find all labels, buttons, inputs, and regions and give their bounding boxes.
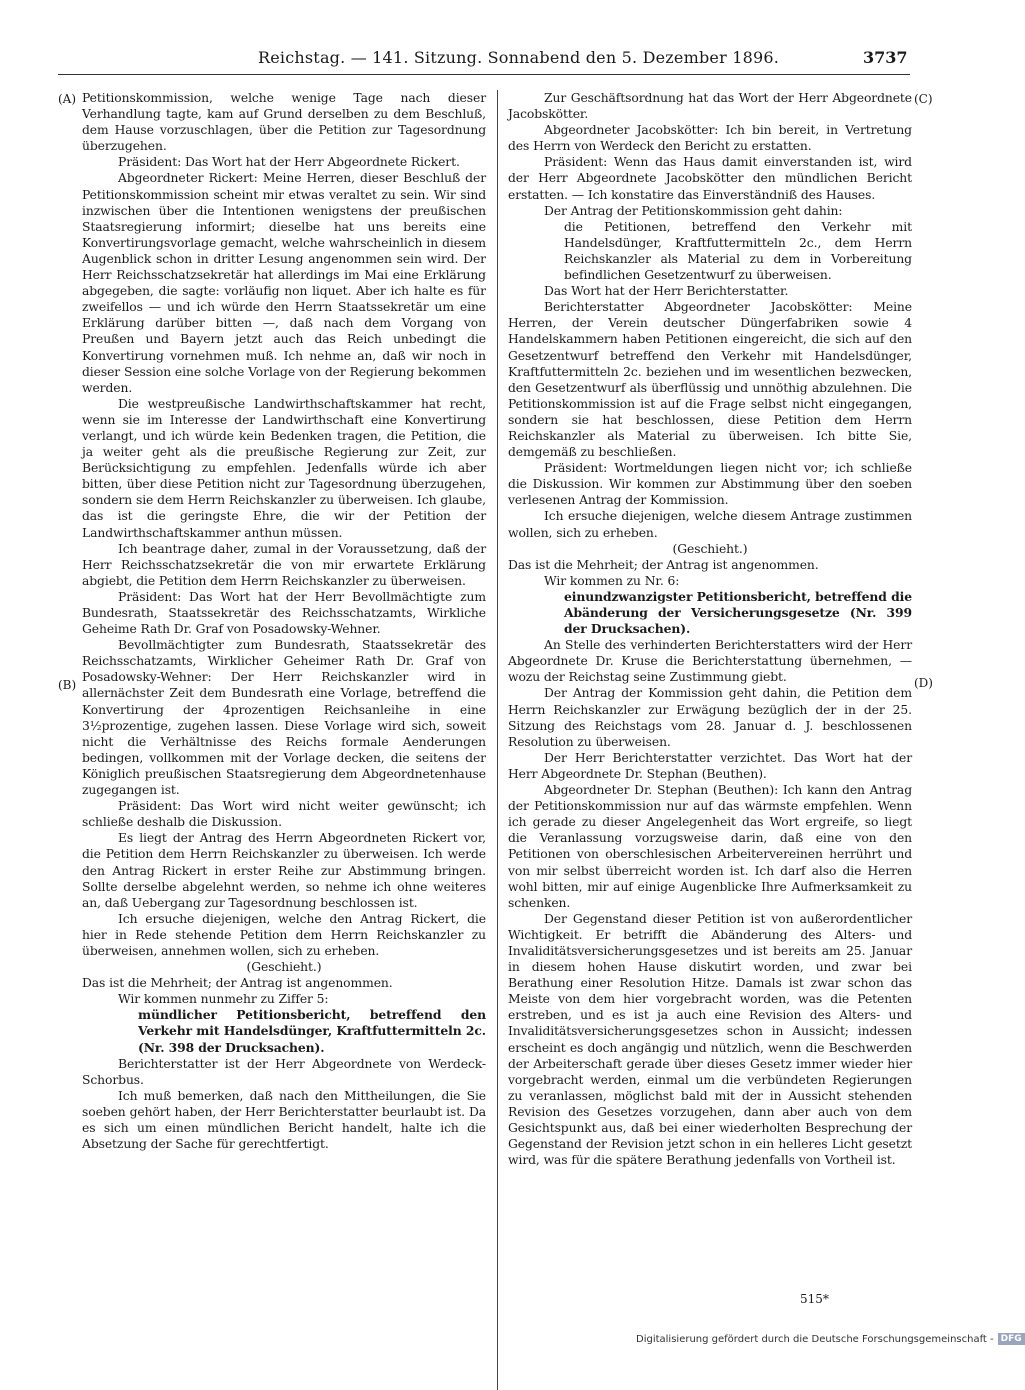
stage-direction: (Geschieht.): [246, 960, 322, 975]
paragraph: Berichterstatter ist der Herr Abgeordnete von Werdeck-Schorbus.: [82, 1056, 486, 1087]
dfg-logo: DFG: [998, 1333, 1025, 1345]
paragraph: Das ist die Mehrheit; der Antrag ist angenommen.: [508, 557, 819, 572]
paragraph: Ich ersuche diejenigen, welche den Antrag Rickert, die hier in Rede stehende Petition dem Herrn Reichskanzler zu überweisen, annehmen wollen, sich zu erheben.: [82, 911, 486, 958]
paragraph: Ich ersuche diejenigen, welche diesem Antrage zustimmen wollen, sich zu erheben.: [508, 509, 912, 540]
paragraph: Der Herr Berichterstatter verzichtet. Das Wort hat der Herr Abgeordnete Dr. Stephan (Beuthen).: [508, 750, 912, 781]
paragraph: Es liegt der Antrag des Herrn Abgeordneten Rickert vor, die Petition dem Herrn Reichskanzler zu überweisen. Ich werde den Antrag Rickert in erster Reihe zur Abstimmung bringen. Sollte derselbe abgelehnt werden, so nehme ich ohne weiteres an, daß Uebergang zur Tagesordnung beschlossen ist.: [82, 831, 486, 910]
margin-mark-d: (D): [914, 676, 933, 690]
paragraph: Bevollmächtigter zum Bundesrath, Staatssekretär des Reichsschatzamts, Wirklicher Geheimer Rath Dr. Graf von Posadowsky-Wehner: Der Herr Reichskanzler wird in allernächster Zeit dem Bundesrath eine Vorlage, betreffend die Konvertirung der 4prozentigen Reichsanleihe in eine 3½prozentige, zugehen lassen. Diese Vorlage wird sich, soweit nicht die Verhältnisse des Reichs formale Aenderungen bedingen, vollkommen mit der Vorlage decken, die seitens der Königlich preußischen Staatsregierung dem Abgeordnetenhause zugegangen ist.: [82, 638, 486, 798]
paragraph: Präsident: Das Wort hat der Herr Bevollmächtigte zum Bundesrath, Staatssekretär des Reichsschatzamts, Wirkliche Geheime Rath Dr. Graf von Posadowsky-Wehner.: [82, 589, 486, 637]
paragraph: Wir kommen zu Nr. 6:: [544, 573, 680, 588]
paragraph: Abgeordneter Jacobskötter: Ich bin bereit, in Vertretung des Herrn von Werdeck den Bericht zu erstatten.: [508, 123, 912, 154]
paragraph: Abgeordneter Rickert: Meine Herren, dieser Beschluß der Petitionskommission scheint mir etwas veraltet zu sein. Wir sind inzwischen über die Intentionen wenigstens der preußischen Staatsregierung informirt; dieselbe hat uns bereits eine Konvertirungsvorlage gemacht, welche wahrscheinlich in diesem Augenblick schon in dritter Lesung angenommen sein wird. Der Herr Reichsschatzsekretär hat allerdings im Mai eine Erklärung abgegeben, die sagte: vorläufig non liquet. Aber ich halte es für zweifellos — und ich würde den Herrn Staatssekretär um eine Erklärung darüber bitten —, daß nach dem Vorgang von Preußen und Bayern jetzt auch das Reich unbedingt die Konvertirung vornehmen muß. Ich nehme an, daß wir noch in dieser Session eine solche Vorlage von der Regierung bekommen werden.: [82, 171, 486, 395]
paragraph: Abgeordneter Dr. Stephan (Beuthen): Ich kann den Antrag der Petitionskommission nur auf das wärmste empfehlen. Wenn ich gerade zu dieser Angelegenheit das Wort ergreife, so liegt die Veranlassung vorzugsweise darin, daß eine von den Petitionen von oberschlesischen Arbeitervereinen herrührt und von mir selbst überreicht worden ist. Ich darf also die Herren wohl bitten, mir auf einige Augenblicke Ihre Aufmerksamkeit zu schenken.: [508, 783, 912, 910]
agenda-item: einundzwanzigster Petitionsbericht, betreffend die Abänderung der Versicherungsgesetze (Nr. 399 der Drucksachen).: [564, 588, 912, 637]
signature-mark: 515*: [800, 1292, 829, 1306]
paragraph: Präsident: Wortmeldungen liegen nicht vor; ich schließe die Diskussion. Wir kommen zur Abstimmung über den soeben verlesenen Antrag der Kommission.: [508, 461, 912, 508]
paragraph: Berichterstatter Abgeordneter Jacobskötter: Meine Herren, der Verein deutscher Düngerfabriken sowie 4 Handelskammern haben Petitionen eingereicht, die sich auf den Gesetzentwurf betreffend den Verkehr mit Handelsdünger, Kraftfuttermitteln 2c. beziehen und im wesentlichen bezwecken, den Gesetzentwurf als überflüssig und unnöthig abzulehnen. Die Petitionskommission ist auf die Frage selbst nicht eingegangen, sondern sie hat beschlossen, diese Petition dem Herrn Reichskanzler als Material zu überweisen. Ich bitte Sie, demgemäß zu beschließen.: [508, 300, 912, 460]
margin-mark-b: (B): [58, 678, 77, 692]
paragraph: Zur Geschäftsordnung hat das Wort der Herr Abgeordnete Jacobskötter.: [508, 91, 912, 122]
footer: [636, 1333, 1025, 1345]
paragraph: Der Antrag der Kommission geht dahin, die Petition dem Herrn Reichskanzler zur Erwägung bezüglich der in der 25. Sitzung des Reichstags vom 28. Januar d. J. beschlossenen Resolution zu überweisen.: [508, 686, 912, 749]
column-divider: [497, 90, 498, 1390]
paragraph: Der Antrag der Petitionskommission geht dahin:: [544, 203, 843, 218]
paragraph: Das Wort hat der Herr Berichterstatter.: [544, 284, 789, 299]
footer-text: Digitalisierung gefördert durch die Deutsche Forschungsgemeinschaft -: [636, 1334, 994, 1345]
paragraph: Präsident: Wenn das Haus damit einverstanden ist, wird der Herr Abgeordnete Jacobskötter den mündlichen Bericht erstatten. — Ich konstatire das Einverständniß des Hauses.: [508, 155, 912, 202]
agenda-item: mündlicher Petitionsbericht, betreffend den Verkehr mit Handelsdünger, Kraftfuttermitteln 2c. (Nr. 398 der Drucksachen).: [138, 1007, 486, 1055]
paragraph: Präsident: Das Wort wird nicht weiter gewünscht; ich schließe deshalb die Diskussion.: [82, 799, 486, 830]
paragraph: Ich muß bemerken, daß nach den Mittheilungen, die Sie soeben gehört haben, der Herr Berichterstatter beurlaubt ist. Da es sich um einen mündlichen Bericht handelt, halte ich die Absetzung der Sache für gerechtfertigt.: [82, 1088, 486, 1152]
left-column: [82, 90, 486, 1152]
paragraph: Ich beantrage daher, zumal in der Voraussetzung, daß der Herr Reichsschatzsekretär die von mir erwartete Erklärung abgiebt, die Petition dem Herrn Reichskanzler zu überweisen.: [82, 541, 486, 588]
paragraph: Der Gegenstand dieser Petition ist von außerordentlicher Wichtigkeit. Er betrifft die Abänderung des Alters- und Invaliditätsversicherungsgesetzes und ist bereits am 25. Januar in diesem hohen Hause diskutirt worden, und zwar bei Berathung einer Resolution Hitze. Damals ist zwar schon das Meiste von dem hier vorgebracht worden, was die Petenten erstreben, und es ist ja auch eine Revision des Alters- und Invaliditätsversicherungsgesetzes schon in Aussicht; indessen erscheint es doch angängig und nützlich, wenn die Beschwerden der Arbeiterschaft gerade über dieses Gesetz immer wieder hier vorgebracht werden, einmal um die verbündeten Regierungen zu veranlassen, möglichst bald mit der in Aussicht stehenden Revision des Gesetzes vorzugehen, dann aber auch von dem Gesichtspunkt aus, daß bei einer wiederholten Besprechung der Gegenstand der Revision jetzt schon in ein helleres Licht gesetzt wird, was für die spätere Berathung jedenfalls von Vortheil ist.: [508, 911, 912, 1168]
running-title: Reichstag. — 141. Sitzung. Sonnabend den 5. Dezember 1896.: [258, 48, 780, 67]
margin-mark-a: (A): [58, 92, 77, 106]
paragraph: Das ist die Mehrheit; der Antrag ist angenommen.: [82, 976, 393, 991]
motion-text: die Petitionen, betreffend den Verkehr mit Handelsdünger, Kraftfuttermitteln 2c., dem Herrn Reichskanzler als Material zu dem in Vorbereitung befindlichen Gesetzentwurf zu überweisen.: [564, 219, 912, 283]
right-column: [508, 90, 912, 1168]
page-header: [0, 48, 1000, 74]
paragraph: Präsident: Das Wort hat der Herr Abgeordnete Rickert.: [118, 155, 460, 170]
paragraph: An Stelle des verhinderten Berichterstatters wird der Herr Abgeordnete Dr. Kruse die Berichterstattung übernehmen, — wozu der Reichstag seine Zustimmung giebt.: [508, 638, 912, 685]
paragraph: Die westpreußische Landwirthschaftskammer hat recht, wenn sie im Interesse der Landwirthschaft eine Konvertirung verlangt, und ich würde kein Bedenken tragen, die Petition, die ja weiter geht als die preußische Regierung zur Zeit, zur Berücksichtigung zu empfehlen. Jedenfalls würde ich aber bitten, über diese Petition nicht zur Tagesordnung überzugehen, sondern sie dem Herrn Reichskanzler zu überweisen. Ich glaube, das ist die geringste Ehre, die wir der Petition der Landwirthschaftskammer anthun müssen.: [82, 396, 486, 540]
margin-mark-c: (C): [914, 92, 933, 106]
page-number: 3737: [863, 48, 908, 67]
paragraph: Petitionskommission, welche wenige Tage nach dieser Verhandlung tagte, kam auf Grund derselben zu dem Beschluß, dem Hause vorzuschlagen, über die Petition zur Tagesordnung überzugehen.: [82, 91, 486, 154]
paragraph: Wir kommen nunmehr zu Ziffer 5:: [118, 992, 329, 1007]
stage-direction: (Geschieht.): [672, 541, 748, 556]
header-rule: [58, 74, 910, 75]
